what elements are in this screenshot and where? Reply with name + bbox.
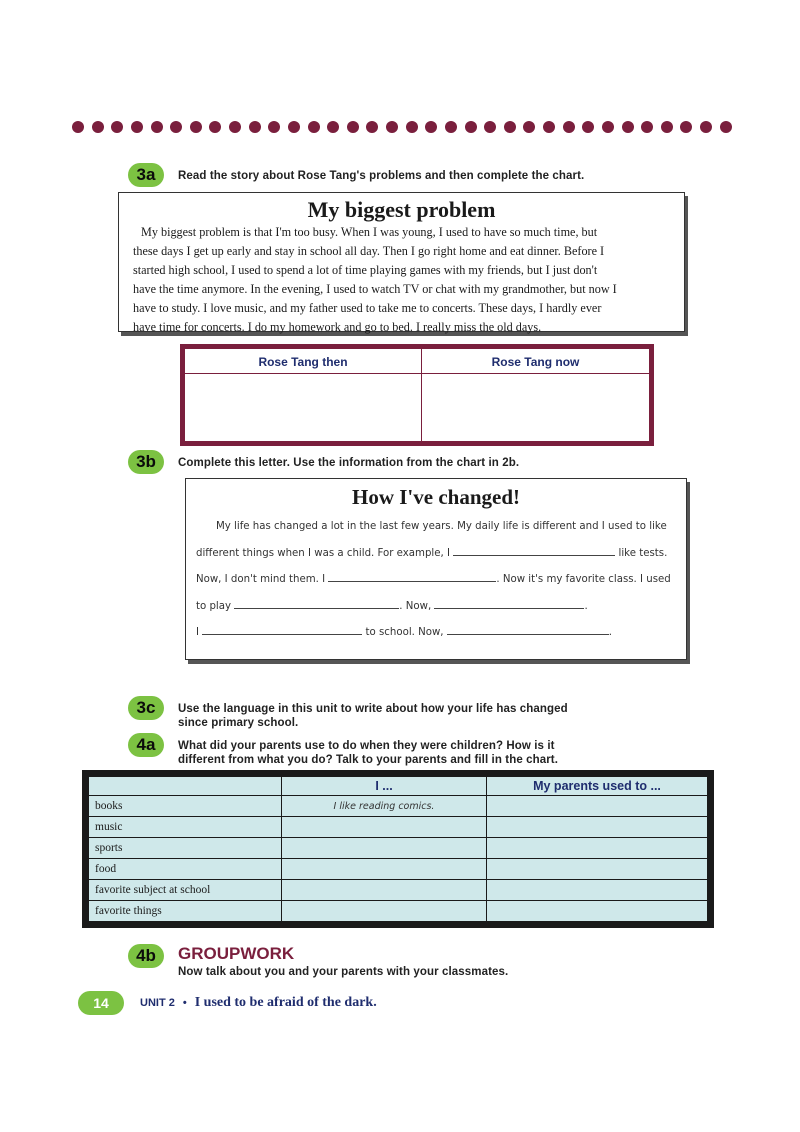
- chart-col-now: [422, 349, 649, 441]
- chart-3a: [180, 344, 654, 446]
- letter-text: .: [608, 627, 613, 638]
- blank-field[interactable]: [434, 598, 584, 609]
- blank-field[interactable]: [234, 598, 399, 609]
- letter-line-1: My life has changed a lot in the last few years. My daily life is different and I used to like: [216, 521, 667, 532]
- letter-line-3: [196, 567, 676, 594]
- letter-text: .: [584, 600, 588, 612]
- blank-field[interactable]: [202, 624, 362, 635]
- groupwork-title: GROUPWORK: [178, 944, 295, 963]
- table-row: [89, 817, 708, 838]
- table-row: [89, 880, 708, 901]
- story-text: [119, 223, 684, 337]
- instruction-line: different from what you do? Talk to your parents and fill in the chart.: [178, 754, 559, 766]
- story-line: these days I get up early and stay in school all day. Then I go right home and eat dinner. Before I: [133, 244, 605, 258]
- letter-text: to school. Now,: [365, 627, 444, 638]
- instruction-3b: Complete this letter. Use the information from the chart in 2b.: [178, 457, 520, 469]
- letter-line-5: [196, 620, 676, 647]
- chart-header-now: Rose Tang now: [491, 355, 580, 369]
- cell-parents[interactable]: [487, 838, 708, 859]
- letter-text: Now, I don't mind them. I: [196, 574, 326, 585]
- table-header: I ...: [282, 777, 487, 796]
- parents-table: [88, 776, 708, 922]
- table-header-row: [89, 777, 708, 796]
- instruction-line: Use the language in this unit to write about how your life has changed: [178, 703, 568, 715]
- section-badge-3a: 3a: [128, 163, 164, 187]
- cell-parents[interactable]: [487, 901, 708, 922]
- story-line: have to study. I love music, and my father used to take me to concerts. These days, I hardly ever: [133, 301, 602, 315]
- story-line: started high school, I used to spend a lot of time playing games with my friends, but I just don't: [133, 263, 598, 277]
- table-header: My parents used to ...: [487, 777, 708, 796]
- blank-field[interactable]: [328, 571, 496, 582]
- section-badge-4a: 4a: [128, 733, 164, 757]
- parents-chart: [82, 770, 714, 928]
- row-label: sports: [89, 838, 282, 859]
- story-panel: [118, 192, 685, 332]
- cell-parents[interactable]: [487, 880, 708, 901]
- table-row: [89, 901, 708, 922]
- letter-text: like tests.: [618, 547, 668, 559]
- story-line: have time for concerts. I do my homework and go to bed. I really miss the old days.: [133, 320, 542, 334]
- page-number: 14: [78, 991, 124, 1015]
- unit-title: I used to be afraid of the dark.: [194, 995, 377, 1010]
- unit-label: UNIT 2: [140, 997, 175, 1009]
- row-label: music: [89, 817, 282, 838]
- blank-field[interactable]: [447, 624, 609, 635]
- chart-cell-then[interactable]: [185, 375, 421, 441]
- row-label: favorite things: [89, 901, 282, 922]
- cell-me[interactable]: [282, 817, 487, 838]
- letter-text: to play: [196, 600, 232, 612]
- cell-parents[interactable]: [487, 817, 708, 838]
- dotted-divider: [72, 117, 732, 137]
- letter-line-4: [196, 594, 676, 621]
- cell-me[interactable]: [282, 859, 487, 880]
- instruction-4a: [178, 739, 558, 767]
- table-row: [89, 859, 708, 880]
- instruction-line: What did your parents use to do when they were children? How is it: [178, 740, 555, 752]
- letter-body: [186, 510, 686, 647]
- letter-line-2: [196, 541, 676, 568]
- letter-text: different things when I was a child. For example, I: [196, 547, 451, 559]
- cell-me[interactable]: I like reading comics.: [282, 796, 487, 817]
- section-badge-4b: 4b: [128, 944, 164, 968]
- blank-field[interactable]: [453, 545, 615, 556]
- instruction-3c: [178, 702, 568, 730]
- letter-text: . Now it's my favorite class. I used: [496, 574, 671, 585]
- story-line: have the time anymore. In the evening, I used to watch TV or chat with my grandmother, but now I: [133, 282, 617, 296]
- footer-line: [140, 995, 377, 1011]
- letter-panel: [185, 478, 687, 660]
- cell-me[interactable]: [282, 838, 487, 859]
- letter-text: I: [196, 627, 200, 638]
- table-header: [89, 777, 282, 796]
- table-row: [89, 838, 708, 859]
- instruction-line: since primary school.: [178, 717, 299, 729]
- cell-me[interactable]: [282, 901, 487, 922]
- row-label: favorite subject at school: [89, 880, 282, 901]
- story-line: My biggest problem is that I'm too busy. When I was young, I used to have so much time, but: [141, 225, 598, 239]
- letter-title: How I've changed!: [352, 485, 520, 509]
- instruction-4b: Now talk about you and your parents with your classmates.: [178, 966, 509, 978]
- chart-header-then: Rose Tang then: [258, 355, 348, 369]
- story-title: My biggest problem: [307, 197, 496, 222]
- section-badge-3b: 3b: [128, 450, 164, 474]
- section-badge-3c: 3c: [128, 696, 164, 720]
- row-label: books: [89, 796, 282, 817]
- table-row: [89, 796, 708, 817]
- cell-parents[interactable]: [487, 796, 708, 817]
- cell-me[interactable]: [282, 880, 487, 901]
- cell-parents[interactable]: [487, 859, 708, 880]
- row-label: food: [89, 859, 282, 880]
- letter-text: . Now,: [399, 600, 432, 612]
- chart-cell-now[interactable]: [422, 375, 649, 441]
- chart-col-then: [185, 349, 422, 441]
- footer-bullet: •: [182, 997, 187, 1009]
- instruction-3a: Read the story about Rose Tang's problems and then complete the chart.: [178, 170, 585, 182]
